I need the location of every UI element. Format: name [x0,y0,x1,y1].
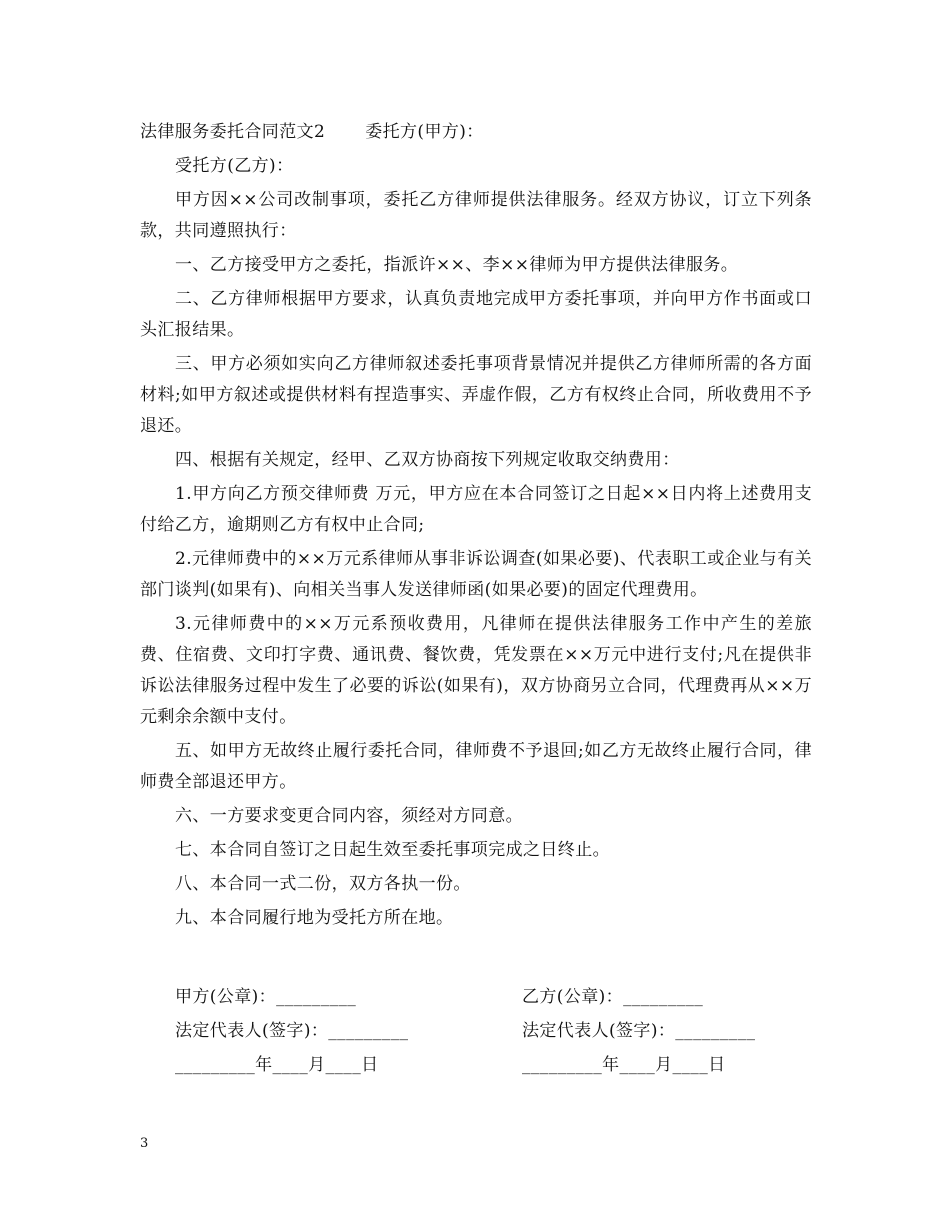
party-a-date: _________年____月____日 [175,1055,379,1075]
clause-4: 四、根据有关规定，经甲、乙双方协商按下列规定收取交纳费用： [175,450,680,470]
party-b-seal: 乙方(公章)：_________ [522,987,704,1007]
party-a-representative: 法定代表人(签字)：_________ [175,1021,409,1041]
clause-2: 二、乙方律师根据甲方要求，认真负责地完成甲方委托事项，并向甲方作书面或口头汇报结果。 [140,289,812,340]
fee-item-3: 3.元律师费中的××万元系预收费用，凡律师在提供法律服务工作中产生的差旅费、住宿费、文印打字费、通讯费、餐饮费，凭发票在××万元中进行支付;凡在提供非诉讼法律服务过程中发生了必要的诉讼(如果有)，双方协商另立合同，代理费再从××万元剩余余额中支付。 [140,614,812,727]
party-a-label: 委托方(甲方)： [365,122,484,142]
clause-3: 三、甲方必须如实向乙方律师叙述委托事项背景情况并提供乙方律师所需的各方面材料;如甲方叙述或提供材料有捏造事实、弄虚作假，乙方有权终止合同，所收费用不予退还。 [140,354,812,436]
party-a-seal: 甲方(公章)：_________ [175,987,357,1007]
clause-1: 一、乙方接受甲方之委托，指派许××、李××律师为甲方提供法律服务。 [175,255,739,275]
clause-9: 九、本合同履行地为受托方所在地。 [175,908,454,928]
clause-7: 七、本合同自签订之日起生效至委托事项完成之日终止。 [175,840,610,860]
date-row [175,1053,726,1077]
clause-8: 八、本合同一式二份，双方各执一份。 [175,874,471,894]
page-number: 3 [140,1136,149,1151]
fee-item-1: 1.甲方向乙方预交律师费 万元，甲方应在本合同签订之日起××日内将上述费用支付给乙方，逾期则乙方有权中止合同; [140,484,812,535]
seal-row [175,985,704,1009]
contract-body [140,117,812,937]
party-b-date: _________年____月____日 [522,1055,726,1075]
party-b-representative: 法定代表人(签字)：_________ [522,1021,756,1041]
intro-paragraph: 甲方因××公司改制事项，委托乙方律师提供法律服务。经双方协议，订立下列条款，共同遵照执行： [140,190,812,241]
title-line [140,117,812,148]
clause-5: 五、如甲方无故终止履行委托合同，律师费不予退回;如乙方无故终止履行合同，律师费全部退还甲方。 [140,741,812,792]
fee-item-2: 2.元律师费中的××万元系律师从事非诉讼调查(如果必要)、代表职工或企业与有关部门谈判(如果有)、向相关当事人发送律师函(如果必要)的固定代理费用。 [140,549,812,600]
party-b-label: 受托方(乙方)： [175,156,294,176]
clause-6: 六、一方要求变更合同内容，须经对方同意。 [175,806,523,826]
document-title: 法律服务委托合同范文2 [140,122,326,142]
representative-row [175,1019,756,1043]
